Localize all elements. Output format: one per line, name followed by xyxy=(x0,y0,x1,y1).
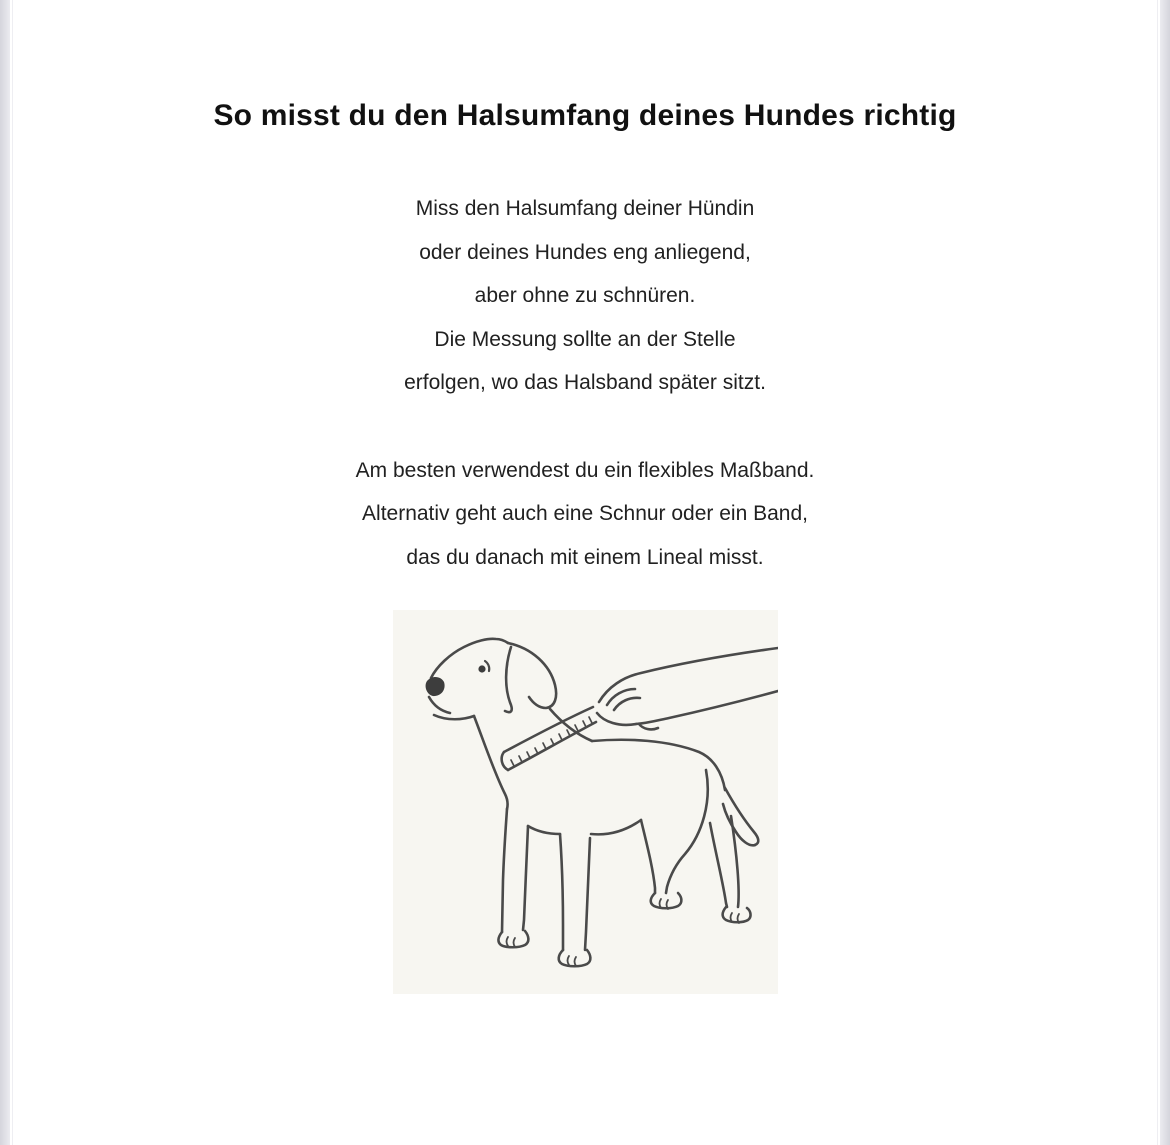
text-line: Miss den Halsumfang deiner Hündin xyxy=(415,197,755,220)
text-line: Am besten verwendest du ein flexibles Maßband. xyxy=(355,458,815,482)
page-title: So misst du den Halsumfang deines Hundes richtig xyxy=(213,99,957,132)
text-line: erfolgen, wo das Halsband später sitzt. xyxy=(404,371,766,394)
dog-eye xyxy=(478,665,485,672)
text-line: Die Messung sollte an der Stelle xyxy=(434,327,736,351)
dog-neck-measuring-illustration xyxy=(393,610,778,994)
measuring-instructions-paragraph xyxy=(13,187,1157,405)
text-line: Alternativ geht auch eine Schnur oder ein Band, xyxy=(362,502,808,525)
text-line: oder deines Hundes eng anliegend, xyxy=(419,240,751,264)
right-page-edge xyxy=(1157,0,1158,1145)
left-page-gutter xyxy=(0,0,10,1145)
right-page-gutter xyxy=(1160,0,1170,1145)
dog-with-measuring-tape-drawing xyxy=(393,610,778,994)
measuring-tools-paragraph xyxy=(13,449,1157,580)
text-line: aber ohne zu schnüren. xyxy=(474,284,696,307)
text-line: das du danach mit einem Lineal misst. xyxy=(406,545,764,569)
document-content xyxy=(13,0,1157,994)
dog-nose xyxy=(425,677,444,696)
